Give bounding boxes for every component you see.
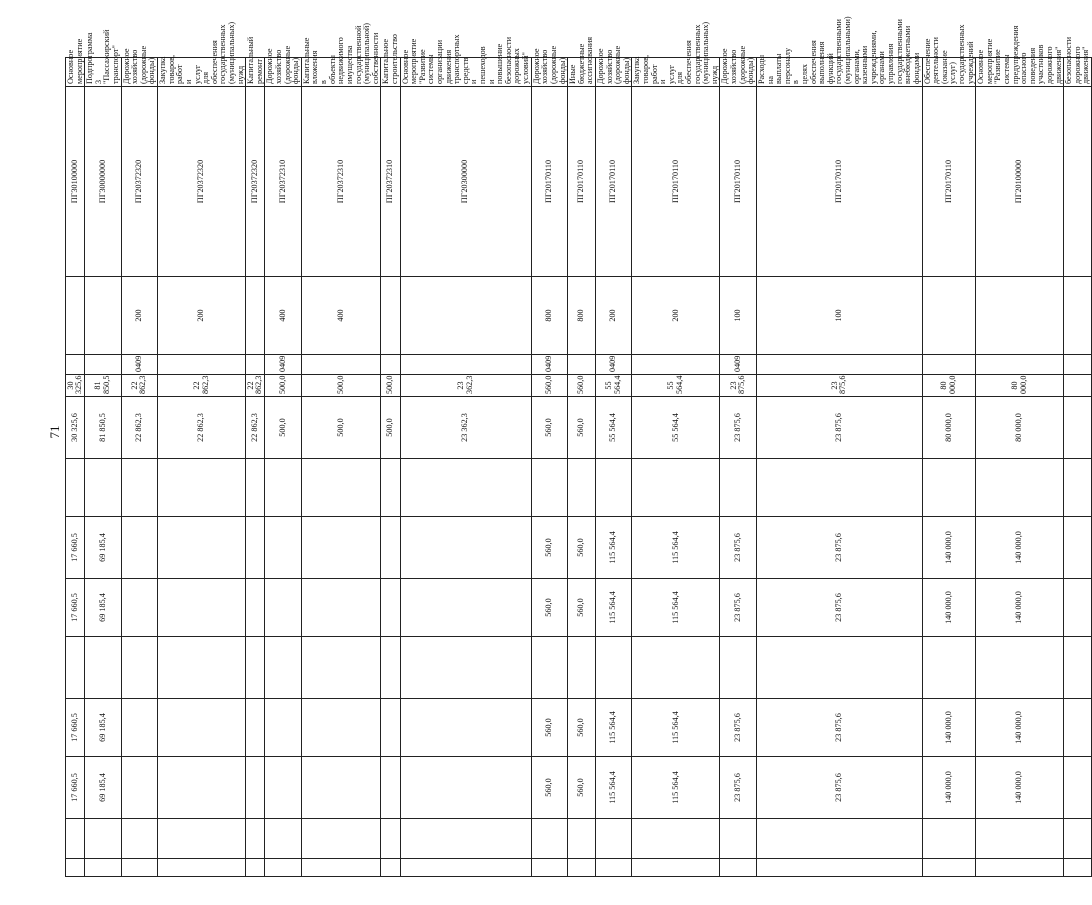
value-cell: 560,0	[531, 579, 567, 637]
value-cell	[246, 637, 265, 699]
value-cell: 17 660,5	[66, 517, 85, 579]
expense-type-cell	[381, 277, 400, 355]
value-cell	[246, 517, 265, 579]
value-cell: 140 000,0	[976, 579, 1064, 637]
value-cell: 500,0	[265, 397, 301, 459]
value-cell	[922, 819, 976, 859]
value-cell	[756, 459, 922, 517]
expense-type-cell	[246, 277, 265, 355]
section-code-cell: 0409	[531, 355, 567, 375]
value-cell	[265, 819, 301, 859]
table-row	[66, 58, 85, 877]
blank-cell	[720, 859, 756, 877]
value-cell: 115 564,4	[632, 757, 720, 819]
target-code-cell: ПГ20170110	[531, 87, 567, 277]
expense-type-cell: 800	[568, 277, 596, 355]
value-cell: 560,0	[531, 757, 567, 819]
value-cell	[400, 517, 531, 579]
value-cell: 80 000,0	[922, 397, 976, 459]
target-code-cell: ПГ30000000	[85, 87, 121, 277]
value-cell: 69 185,4	[85, 579, 121, 637]
item-name-cell: Закупка товаров, работ и услуг для обеспечения государственных (муниципальных) нужд	[632, 58, 720, 87]
expense-type-cell: 800	[531, 277, 567, 355]
table-row	[85, 58, 121, 877]
value-cell	[381, 579, 400, 637]
value-cell	[121, 757, 157, 819]
value-cell	[400, 637, 531, 699]
value-cell: 55 564,4	[632, 375, 720, 397]
value-cell: 69 185,4	[85, 517, 121, 579]
expense-type-cell	[922, 277, 976, 355]
item-name-cell: Капитальное строительство	[381, 58, 400, 87]
value-cell	[158, 459, 246, 517]
value-cell: 560,0	[531, 699, 567, 757]
section-code-cell	[246, 355, 265, 375]
item-name-cell: Дорожное хозяйство (дорожные фонды)	[531, 58, 567, 87]
value-cell	[720, 819, 756, 859]
value-cell: 560,0	[531, 517, 567, 579]
value-cell: 115 564,4	[632, 579, 720, 637]
value-cell	[400, 579, 531, 637]
value-cell: 115 564,4	[595, 517, 631, 579]
target-code-cell: ПГ20170110	[720, 87, 756, 277]
value-cell	[301, 699, 380, 757]
value-cell: 23 875,6	[756, 397, 922, 459]
blank-cell	[568, 859, 596, 877]
expense-type-cell	[1064, 277, 1092, 355]
expense-type-cell	[976, 277, 1064, 355]
item-name-cell: Закупка товаров, работ и услуг для обеспечения государственных (муниципальных) нужд	[158, 58, 246, 87]
table-row	[632, 58, 720, 877]
value-cell	[301, 517, 380, 579]
value-cell: 23 362,3	[400, 397, 531, 459]
value-cell: 23 875,6	[720, 699, 756, 757]
value-cell: 23 875,6	[756, 699, 922, 757]
value-cell	[158, 757, 246, 819]
blank-cell	[976, 859, 1064, 877]
value-cell	[246, 699, 265, 757]
target-code-cell: ПГ20170110	[632, 87, 720, 277]
value-cell: 23 875,6	[720, 757, 756, 819]
value-cell	[922, 637, 976, 699]
value-cell: 500,0	[265, 375, 301, 397]
value-cell	[121, 819, 157, 859]
expense-type-cell: 400	[265, 277, 301, 355]
value-cell	[531, 459, 567, 517]
value-cell	[1064, 637, 1092, 699]
target-code-cell: ПГ20170110	[568, 87, 596, 277]
target-code-cell: ПГ20372320	[121, 87, 157, 277]
expense-type-cell	[85, 277, 121, 355]
table-row	[976, 58, 1064, 877]
blank-cell	[158, 859, 246, 877]
value-cell	[158, 637, 246, 699]
item-name-cell: Подпрограмма 3 "Пассажирский транспорт"	[85, 58, 121, 87]
blank-cell	[1064, 859, 1092, 877]
target-code-cell: ПГ20100000	[976, 87, 1064, 277]
value-cell	[265, 699, 301, 757]
expense-type-cell	[66, 277, 85, 355]
value-cell: 23 875,6	[720, 397, 756, 459]
value-cell	[568, 819, 596, 859]
blank-cell	[531, 859, 567, 877]
value-cell	[158, 819, 246, 859]
value-cell: 81 850,5	[85, 397, 121, 459]
target-code-cell: ПГ20170110	[595, 87, 631, 277]
item-name-cell: Капитальные вложения в объекты недвижимого имущества государственной (муниципальной) собственности	[301, 58, 380, 87]
value-cell: 115 564,4	[632, 699, 720, 757]
table-row	[158, 58, 246, 877]
value-cell	[632, 637, 720, 699]
value-cell	[1064, 397, 1092, 459]
value-cell: 115 564,4	[595, 699, 631, 757]
value-cell	[381, 517, 400, 579]
value-cell: 80 000,0	[922, 375, 976, 397]
section-code-cell	[568, 355, 596, 375]
value-cell	[121, 459, 157, 517]
value-cell	[568, 459, 596, 517]
target-code-cell: ПГ20372310	[265, 87, 301, 277]
value-cell	[85, 819, 121, 859]
value-cell: 140 000,0	[976, 757, 1064, 819]
value-cell	[976, 637, 1064, 699]
value-cell	[720, 637, 756, 699]
value-cell: 560,0	[568, 699, 596, 757]
target-code-cell: ПГ30100000	[66, 87, 85, 277]
value-cell	[1064, 375, 1092, 397]
section-code-cell	[66, 355, 85, 375]
table-row	[720, 58, 756, 877]
value-cell: 80 000,0	[976, 397, 1064, 459]
section-code-cell	[158, 355, 246, 375]
value-cell	[976, 459, 1064, 517]
value-cell	[1064, 757, 1092, 819]
table-row	[246, 58, 265, 877]
value-cell: 17 660,5	[66, 757, 85, 819]
value-cell: 55 564,4	[595, 375, 631, 397]
value-cell: 22 862,3	[246, 397, 265, 459]
value-cell	[1064, 819, 1092, 859]
value-cell	[756, 819, 922, 859]
value-cell: 500,0	[381, 375, 400, 397]
value-cell: 23 875,6	[756, 375, 922, 397]
value-cell: 140 000,0	[922, 757, 976, 819]
item-name-cell: Дорожное хозяйство (дорожные фонды)	[121, 58, 157, 87]
value-cell	[595, 819, 631, 859]
expense-type-cell	[400, 277, 531, 355]
item-name-cell: Дорожное хозяйство (дорожные фонды)	[720, 58, 756, 87]
value-cell	[66, 637, 85, 699]
item-name-cell: Капитальный ремонт	[246, 58, 265, 87]
value-cell	[976, 819, 1064, 859]
target-code-cell: ПГ20170110	[756, 87, 922, 277]
target-code-cell: ПГ20372320	[246, 87, 265, 277]
table-row	[756, 58, 922, 877]
blank-cell	[265, 859, 301, 877]
value-cell	[1064, 699, 1092, 757]
value-cell	[66, 459, 85, 517]
value-cell: 115 564,4	[595, 757, 631, 819]
value-cell: 23 875,6	[720, 517, 756, 579]
value-cell	[922, 459, 976, 517]
table-row	[531, 58, 567, 877]
blank-cell	[922, 859, 976, 877]
target-code-cell: ПГ20170110	[922, 87, 976, 277]
value-cell	[121, 637, 157, 699]
section-code-cell	[85, 355, 121, 375]
target-code-cell	[1064, 87, 1092, 277]
value-cell: 23 875,6	[756, 579, 922, 637]
item-name-cell: Дорожное хозяйство (дорожные фонды)	[265, 58, 301, 87]
value-cell: 22 862,3	[246, 375, 265, 397]
value-cell: 560,0	[568, 375, 596, 397]
target-code-cell: ПГ20300000	[400, 87, 531, 277]
expense-type-cell: 100	[720, 277, 756, 355]
value-cell: 23 875,6	[720, 579, 756, 637]
value-cell: 22 862,3	[158, 375, 246, 397]
expense-type-cell: 100	[756, 277, 922, 355]
value-cell	[301, 819, 380, 859]
section-code-cell	[301, 355, 380, 375]
value-cell	[265, 517, 301, 579]
value-cell: 560,0	[531, 375, 567, 397]
value-cell	[66, 819, 85, 859]
value-cell	[246, 757, 265, 819]
table-row	[922, 58, 976, 877]
section-code-cell: 0409	[265, 355, 301, 375]
value-cell	[301, 637, 380, 699]
section-code-cell	[922, 355, 976, 375]
value-cell	[158, 699, 246, 757]
value-cell	[595, 637, 631, 699]
blank-cell	[246, 859, 265, 877]
blank-cell	[595, 859, 631, 877]
value-cell	[595, 459, 631, 517]
value-cell	[381, 699, 400, 757]
value-cell: 560,0	[568, 517, 596, 579]
value-cell	[301, 579, 380, 637]
value-cell: 17 660,5	[66, 579, 85, 637]
value-cell: 140 000,0	[922, 579, 976, 637]
value-cell: 560,0	[568, 757, 596, 819]
table-row	[400, 58, 531, 877]
value-cell	[1064, 517, 1092, 579]
value-cell	[720, 459, 756, 517]
expense-type-cell: 200	[632, 277, 720, 355]
value-cell	[85, 637, 121, 699]
value-cell: 30 325,6	[66, 397, 85, 459]
budget-table	[65, 16, 1092, 877]
blank-cell	[85, 859, 121, 877]
value-cell	[121, 517, 157, 579]
value-cell: 560,0	[568, 579, 596, 637]
target-code-cell: ПГ20372310	[301, 87, 380, 277]
value-cell: 55 564,4	[632, 397, 720, 459]
value-cell	[568, 637, 596, 699]
value-cell	[531, 637, 567, 699]
value-cell	[632, 819, 720, 859]
section-code-cell: 0409	[121, 355, 157, 375]
section-code-cell	[632, 355, 720, 375]
table-row	[568, 58, 596, 877]
value-cell	[265, 459, 301, 517]
value-cell	[531, 819, 567, 859]
value-cell: 115 564,4	[632, 517, 720, 579]
value-cell: 30 325,6	[66, 375, 85, 397]
section-code-cell	[976, 355, 1064, 375]
item-name-cell: Основное мероприятие "Развитие системы организации движения транспортных средств и пешеходов и повышение безопасности дорожных условий"	[400, 58, 531, 87]
page-number: 71	[47, 425, 62, 439]
section-code-cell	[756, 355, 922, 375]
item-name-cell: Иные бюджетные ассигнования	[568, 58, 596, 87]
value-cell: 140 000,0	[976, 517, 1064, 579]
value-cell: 115 564,4	[595, 579, 631, 637]
item-name-cell: безопасности дорожного движения"	[1064, 58, 1092, 87]
value-cell: 22 862,3	[158, 397, 246, 459]
blank-cell	[632, 859, 720, 877]
value-cell	[381, 757, 400, 819]
item-name-cell: Основное мероприятие "Развитие системы предупреждения опасного поведения участников дорожного движения"	[976, 58, 1064, 87]
value-cell: 500,0	[381, 397, 400, 459]
value-cell	[756, 637, 922, 699]
expense-type-cell: 200	[121, 277, 157, 355]
expense-type-cell: 200	[158, 277, 246, 355]
value-cell: 23 362,3	[400, 375, 531, 397]
target-code-cell: ПГ20372310	[381, 87, 400, 277]
budget-table-container	[65, 16, 1091, 877]
blank-cell	[121, 859, 157, 877]
value-cell	[265, 637, 301, 699]
blank-cell	[301, 859, 380, 877]
value-cell	[301, 757, 380, 819]
value-cell: 55 564,4	[595, 397, 631, 459]
blank-cell	[400, 859, 531, 877]
value-cell: 140 000,0	[922, 699, 976, 757]
value-cell	[381, 637, 400, 699]
value-cell: 69 185,4	[85, 757, 121, 819]
value-cell	[1064, 459, 1092, 517]
value-cell	[400, 459, 531, 517]
value-cell	[265, 579, 301, 637]
item-name-cell: Дорожное хозяйство (дорожные фонды)	[595, 58, 631, 87]
value-cell	[158, 517, 246, 579]
value-cell	[85, 459, 121, 517]
value-cell: 500,0	[301, 375, 380, 397]
value-cell	[246, 459, 265, 517]
blank-cell	[756, 859, 922, 877]
table-row	[381, 58, 400, 877]
value-cell	[381, 819, 400, 859]
table-row	[301, 58, 380, 877]
value-cell	[158, 579, 246, 637]
value-cell: 17 660,5	[66, 699, 85, 757]
value-cell	[121, 579, 157, 637]
value-cell: 23 875,6	[756, 757, 922, 819]
value-cell: 22 862,3	[121, 397, 157, 459]
section-code-cell	[1064, 355, 1092, 375]
value-cell	[265, 757, 301, 819]
value-cell: 22 862,3	[121, 375, 157, 397]
expense-type-cell: 200	[595, 277, 631, 355]
value-cell: 560,0	[531, 397, 567, 459]
value-cell	[121, 699, 157, 757]
target-code-cell: ПГ20372320	[158, 87, 246, 277]
value-cell	[400, 819, 531, 859]
value-cell	[632, 459, 720, 517]
section-code-cell	[381, 355, 400, 375]
value-cell: 23 875,6	[756, 517, 922, 579]
value-cell: 500,0	[301, 397, 380, 459]
table-row	[265, 58, 301, 877]
value-cell: 140 000,0	[922, 517, 976, 579]
section-code-cell: 0409	[595, 355, 631, 375]
value-cell: 80 000,0	[976, 375, 1064, 397]
blank-cell	[66, 859, 85, 877]
value-cell	[301, 459, 380, 517]
item-name-cell: Обеспечение деятельности (оказание услуг) государственных учреждений	[922, 58, 976, 87]
section-code-cell	[400, 355, 531, 375]
blank-cell	[381, 859, 400, 877]
item-name-cell: Расходы на выплаты персоналу в целях обеспечения выполнения функций государственными (муниципальными) органами, казенными учреждениями, органами управления государственными внебюджетными фондами	[756, 58, 922, 87]
expense-type-cell: 400	[301, 277, 380, 355]
value-cell: 23 875,6	[720, 375, 756, 397]
item-name-cell: Основное мероприятие	[66, 58, 85, 87]
value-cell	[381, 459, 400, 517]
table-row	[121, 58, 157, 877]
section-code-cell: 0409	[720, 355, 756, 375]
value-cell	[400, 757, 531, 819]
value-cell: 560,0	[568, 397, 596, 459]
value-cell	[246, 579, 265, 637]
table-row	[595, 58, 631, 877]
value-cell	[246, 819, 265, 859]
value-cell	[1064, 579, 1092, 637]
value-cell: 140 000,0	[976, 699, 1064, 757]
value-cell: 81 850,5	[85, 375, 121, 397]
value-cell: 69 185,4	[85, 699, 121, 757]
table-row	[1064, 58, 1092, 877]
value-cell	[400, 699, 531, 757]
